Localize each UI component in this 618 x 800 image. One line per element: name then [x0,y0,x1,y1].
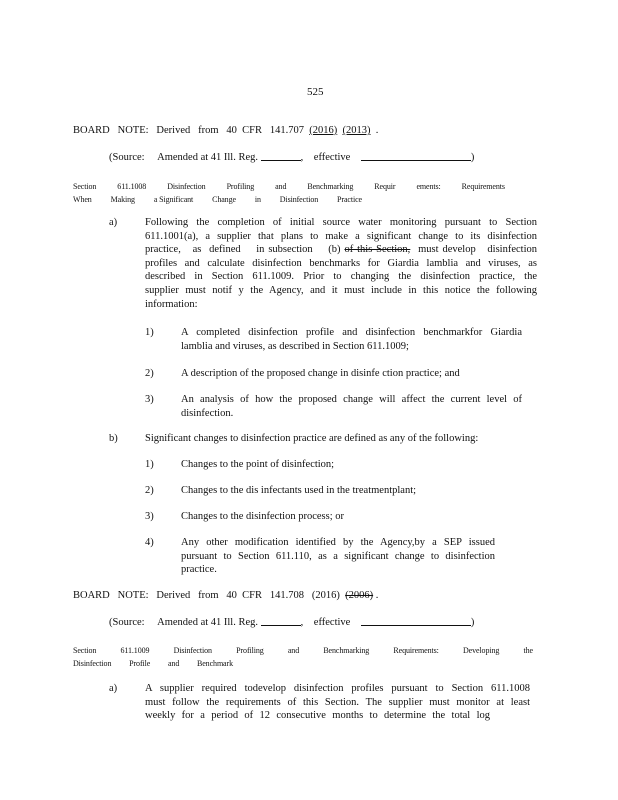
item-b3: Changes to the disinfection process; or [181,511,345,522]
section-1008-heading-line1: Section 611.1008 Disinfection Profiling and Benchmarking Requir ements: Requirements [73,182,505,191]
board-note-2: BOARD NOTE: Derived from 40 CFR 141.708 (2016) (2006) . [73,590,379,601]
item-a1: A completed disinfection profile and disinfection benchmarkfor Giardia lamblia and viruses, as described in Section 611.1009; [181,327,522,352]
section-1009-heading-line1: Section 611.1009 Disinfection Profiling and Benchmarking Requirements: Developing the [73,646,533,655]
item-b1: Changes to the point of disinfection; [181,459,335,470]
section-1008-heading-line2: When Making a Significant Change in Disinfection Practice [73,195,362,204]
item-a2-label: 2) [145,368,154,379]
item-b4: Any other modification identified by the Agency,by a SEP issued pursuant to Section 611.110, as a significant change to disinfection practice. [181,537,495,576]
source-line-1: (Source: Amended at 41 Ill. Reg. , effective ) [109,152,475,163]
item-b3-label: 3) [145,511,154,522]
section-1009-heading-line2: Disinfection Profile and Benchmark [73,659,233,668]
effective-blank [361,150,471,161]
reg-blank [261,150,301,161]
item-a3-label: 3) [145,394,154,405]
para-b: Significant changes to disinfection practice are defined as any of the following: [145,433,479,444]
source-line-2: (Source: Amended at 41 Ill. Reg. , effective ) [109,617,475,628]
item-b1-label: 1) [145,459,154,470]
item-a2: A description of the proposed change in disinfe ction practice; and [181,368,460,379]
para-a-label: a) [109,217,118,228]
para-a2: A supplier required todevelop disinfection profiles pursuant to Section 611.1008 must follow the requirements of this Section. The supplier must monitor at least weekly for a period of 12 consecutive months to determine the total log [145,683,530,722]
item-a3: An analysis of how the proposed change will affect the current level of disinfection. [181,394,522,419]
effective-blank-2 [361,615,471,626]
item-b2: Changes to the dis infectants used in the treatmentplant; [181,485,417,496]
para-b-label: b) [109,433,118,444]
para-a2-label: a) [109,683,118,694]
board-note-1: BOARD NOTE: Derived from 40 CFR 141.707 (2016) (2013) . [73,125,379,136]
para-a: Following the completion of initial source water monitoring pursuant to Section 611.1001(a), a supplier that plans to make a significant change to its disinfection practice, as defined in subsection (b) of this Section, must develop disinfection profiles and calculate disinfection benchmarks for Giardia lamblia and viruses, as described in Section 611.1009. Prior to changing the disinfection practice, the supplier must notif y the Agency, and it must include in this notice the following information: [145,217,537,310]
item-b4-label: 4) [145,537,154,548]
reg-blank-2 [261,615,301,626]
item-a1-label: 1) [145,327,154,338]
page-number: 525 [307,86,324,98]
item-b2-label: 2) [145,485,154,496]
